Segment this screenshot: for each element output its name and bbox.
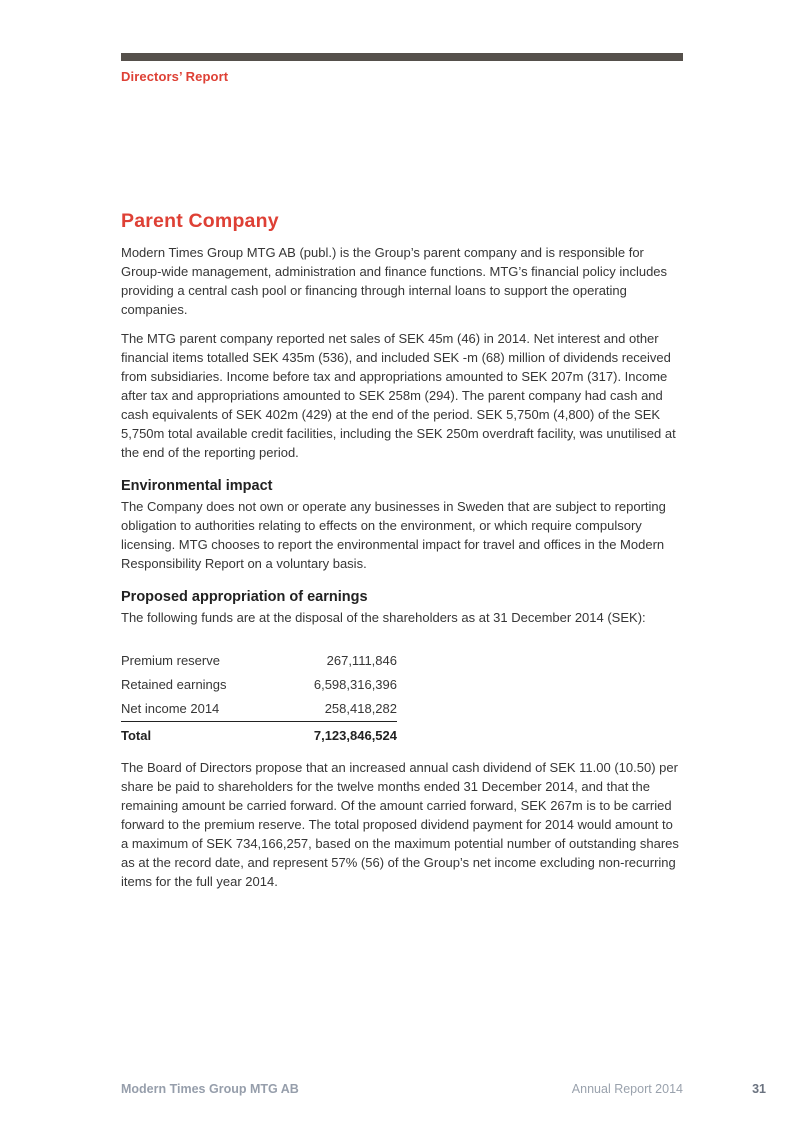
footer-report-title: Annual Report 2014 <box>571 1082 683 1096</box>
appropriation-table <box>121 649 397 748</box>
intro-paragraph-2: The MTG parent company reported net sales of SEK 45m (46) in 2014. Net interest and other financial items totalled SEK 435m (536), and included SEK -m (68) million of dividends received from subsidiaries. Income before tax and appropriations amounted to SEK 207m (317). Income after tax and appropriations amounted to SEK 258m (294). The parent company had cash and cash equivalents of SEK 402m (429) at the end of the period. SEK 5,750m (4,800) of the SEK 5,750m total available credit facilities, including the SEK 250m overdraft facility, was unutilised at the end of the reporting period. <box>121 331 676 460</box>
intro-paragraph-1: Modern Times Group MTG AB (publ.) is the Group’s parent company and is responsible for Group-wide management, administration and finance functions. MTG’s financial policy includes providing a central cash pool or financing through internal loans to support the operating companies. <box>121 245 668 317</box>
environmental-impact-heading: Environmental impact <box>121 478 273 494</box>
appropriation-intro: The following funds are at the disposal of the shareholders as at 31 December 2014 (SEK): <box>121 610 646 625</box>
footer-company-name: Modern Times Group MTG AB <box>121 1082 299 1096</box>
row-label: Premium reserve <box>121 653 220 668</box>
row-label: Net income 2014 <box>121 701 220 716</box>
row-label: Retained earnings <box>121 677 227 692</box>
appropriation-heading: Proposed appropriation of earnings <box>121 589 368 605</box>
environmental-impact-paragraph: The Company does not own or operate any businesses in Sweden that are subject to reporting obligation to authorities relating to effects on the environment, or which require compulsory licensing. MTG chooses to report the environmental impact for travel and offices in the Modern Responsibility Report on a voluntary basis. <box>121 499 666 571</box>
row-value: 6,598,316,396 <box>313 677 397 692</box>
total-value: 7,123,846,524 <box>313 728 397 743</box>
page-number: 31 <box>752 1082 766 1096</box>
table-row <box>121 697 397 722</box>
section-label: Directors’ Report <box>121 69 229 84</box>
page-content <box>121 0 683 891</box>
table-row <box>121 649 397 673</box>
table-row <box>121 673 397 697</box>
top-rule-bar <box>121 53 683 61</box>
page-footer <box>121 1082 683 1096</box>
page-title: Parent Company <box>121 210 279 232</box>
closing-paragraph: The Board of Directors propose that an increased annual cash dividend of SEK 11.00 (10.50) per share be paid to shareholders for the twelve months ended 31 December 2014, and that the remaining amount be carried forward. Of the amount carried forward, SEK 267m is to be carried forward to the premium reserve. The total proposed dividend payment for 2014 would amount to a maximum of SEK 734,166,257, based on the maximum potential number of outstanding shares as at the record date, and represent 57% (56) of the Group’s net income excluding non-recurring items for the full year 2014. <box>121 760 679 889</box>
table-total-row <box>121 722 397 748</box>
row-value: 267,111,846 <box>326 653 397 668</box>
total-label: Total <box>121 728 152 743</box>
row-value: 258,418,282 <box>324 701 397 716</box>
